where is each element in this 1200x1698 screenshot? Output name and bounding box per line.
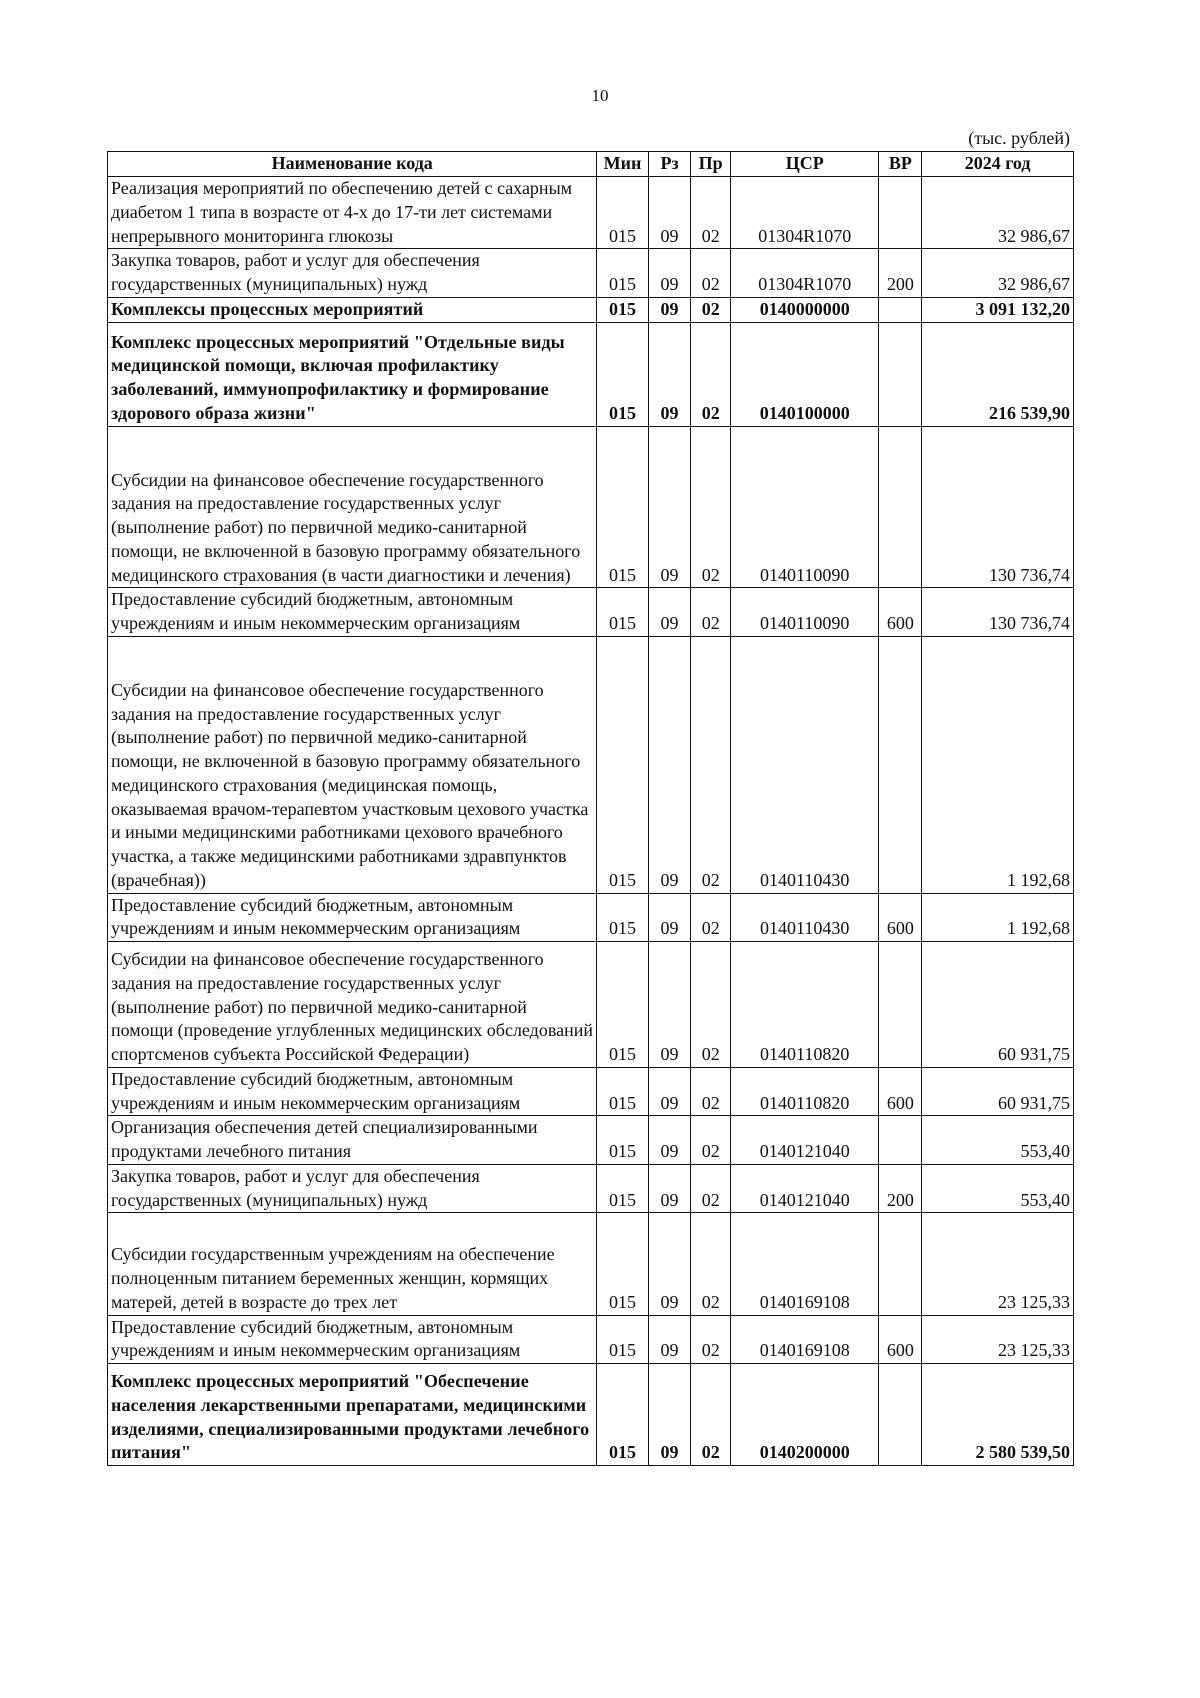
row-amount: 1 192,68 <box>922 893 1074 942</box>
row-pr: 02 <box>691 1067 731 1116</box>
row-rz: 09 <box>648 249 691 298</box>
column-header-pr: Пр <box>691 152 731 177</box>
row-name: Предоставление субсидий бюджетным, автономным учреждениям и иным некоммерческим организациям <box>108 1067 597 1116</box>
row-vr <box>879 177 922 249</box>
row-name: Организация обеспечения детей специализированными продуктами лечебного питания <box>108 1116 597 1165</box>
row-name: Предоставление субсидий бюджетным, автономным учреждениям и иным некоммерческим организациям <box>108 893 597 942</box>
row-name: Предоставление субсидий бюджетным, автономным учреждениям и иным некоммерческим организациям <box>108 588 597 637</box>
row-name: Реализация мероприятий по обеспечению детей с сахарным диабетом 1 типа в возрасте от 4-х до 17-ти лет системами непрерывного мониторинга глюкозы <box>108 177 597 249</box>
row-vr <box>879 942 922 1068</box>
row-pr: 02 <box>691 588 731 637</box>
row-vr: 600 <box>879 588 922 637</box>
column-header-rz: Рз <box>648 152 691 177</box>
row-min: 015 <box>597 1364 648 1466</box>
table-row <box>108 177 1074 249</box>
row-vr: 200 <box>879 1164 922 1213</box>
row-min: 015 <box>597 426 648 588</box>
row-csr: 0140169108 <box>730 1213 879 1315</box>
row-min: 015 <box>597 1213 648 1315</box>
row-csr: 0140110090 <box>730 426 879 588</box>
row-amount: 60 931,75 <box>922 942 1074 1068</box>
row-name: Субсидии на финансовое обеспечение государственного задания на предоставление государственных услуг (выполнение работ) по первичной медико-санитарной помощи, не включенной в базовую программу обязательного медицинского страхования (медицинская помощь, оказываемая врачом-терапевтом участковым цехового участка и иными медицинскими работниками цехового врачебного участка, а также медицинскими работниками здравпунктов (врачебная)) <box>108 636 597 893</box>
row-name: Субсидии государственным учреждениям на обеспечение полноценным питанием беременных женщин, кормящих матерей, детей в возрасте до трех лет <box>108 1213 597 1315</box>
row-amount: 553,40 <box>922 1164 1074 1213</box>
row-rz: 09 <box>648 426 691 588</box>
row-pr: 02 <box>691 942 731 1068</box>
row-name: Предоставление субсидий бюджетным, автономным учреждениям и иным некоммерческим организациям <box>108 1315 597 1364</box>
row-pr: 02 <box>691 322 731 426</box>
row-vr <box>879 1116 922 1165</box>
row-pr: 02 <box>691 1315 731 1364</box>
row-name: Закупка товаров, работ и услуг для обеспечения государственных (муниципальных) нужд <box>108 1164 597 1213</box>
row-min: 015 <box>597 942 648 1068</box>
row-rz: 09 <box>648 1364 691 1466</box>
row-min: 015 <box>597 297 648 322</box>
row-rz: 09 <box>648 893 691 942</box>
row-rz: 09 <box>648 1067 691 1116</box>
table-row <box>108 249 1074 298</box>
row-min: 015 <box>597 588 648 637</box>
row-csr: 0140121040 <box>730 1164 879 1213</box>
column-header-vr: ВР <box>879 152 922 177</box>
budget-table <box>107 151 1074 1466</box>
row-rz: 09 <box>648 588 691 637</box>
row-pr: 02 <box>691 636 731 893</box>
column-header-year: 2024 год <box>922 152 1074 177</box>
row-amount: 553,40 <box>922 1116 1074 1165</box>
row-min: 015 <box>597 636 648 893</box>
row-vr: 600 <box>879 1315 922 1364</box>
column-header-csr: ЦСР <box>730 152 879 177</box>
row-rz: 09 <box>648 322 691 426</box>
row-vr: 600 <box>879 893 922 942</box>
row-min: 015 <box>597 1315 648 1364</box>
table-header-row <box>108 152 1074 177</box>
row-rz: 09 <box>648 1116 691 1165</box>
row-min: 015 <box>597 249 648 298</box>
row-amount: 32 986,67 <box>922 177 1074 249</box>
row-rz: 09 <box>648 942 691 1068</box>
row-amount: 60 931,75 <box>922 1067 1074 1116</box>
table-row <box>108 1164 1074 1213</box>
row-csr: 0140110820 <box>730 942 879 1068</box>
row-csr: 0140121040 <box>730 1116 879 1165</box>
row-amount: 3 091 132,20 <box>922 297 1074 322</box>
table-row <box>108 1315 1074 1364</box>
row-pr: 02 <box>691 177 731 249</box>
row-csr: 01304R1070 <box>730 249 879 298</box>
row-name: Комплексы процессных мероприятий <box>108 297 597 322</box>
row-vr <box>879 1213 922 1315</box>
row-amount: 23 125,33 <box>922 1315 1074 1364</box>
row-name: Субсидии на финансовое обеспечение государственного задания на предоставление государственных услуг (выполнение работ) по первичной медико-санитарной помощи, не включенной в базовую программу обязательного медицинского страхования (в части диагностики и лечения) <box>108 426 597 588</box>
row-min: 015 <box>597 1116 648 1165</box>
table-row <box>108 1364 1074 1466</box>
row-csr: 0140110090 <box>730 588 879 637</box>
row-amount: 216 539,90 <box>922 322 1074 426</box>
row-vr <box>879 322 922 426</box>
row-rz: 09 <box>648 177 691 249</box>
row-csr: 0140100000 <box>730 322 879 426</box>
row-name: Субсидии на финансовое обеспечение государственного задания на предоставление государственных услуг (выполнение работ) по первичной медико-санитарной помощи (проведение углубленных медицинских обследований спортсменов субъекта Российской Федерации) <box>108 942 597 1068</box>
row-min: 015 <box>597 322 648 426</box>
row-vr: 200 <box>879 249 922 298</box>
row-vr <box>879 636 922 893</box>
page-number: 10 <box>591 86 609 105</box>
column-header-name: Наименование кода <box>108 152 597 177</box>
row-pr: 02 <box>691 893 731 942</box>
row-min: 015 <box>597 1164 648 1213</box>
table-row <box>108 636 1074 893</box>
row-pr: 02 <box>691 1116 731 1165</box>
table-row <box>108 588 1074 637</box>
row-pr: 02 <box>691 1364 731 1466</box>
row-csr: 0140110820 <box>730 1067 879 1116</box>
row-min: 015 <box>597 893 648 942</box>
row-min: 015 <box>597 1067 648 1116</box>
row-vr <box>879 297 922 322</box>
row-amount: 1 192,68 <box>922 636 1074 893</box>
row-csr: 0140200000 <box>730 1364 879 1466</box>
row-amount: 130 736,74 <box>922 426 1074 588</box>
row-name: Закупка товаров, работ и услуг для обеспечения государственных (муниципальных) нужд <box>108 249 597 298</box>
table-row <box>108 322 1074 426</box>
row-vr <box>879 426 922 588</box>
row-rz: 09 <box>648 1213 691 1315</box>
row-pr: 02 <box>691 1213 731 1315</box>
row-csr: 0140110430 <box>730 636 879 893</box>
row-pr: 02 <box>691 297 731 322</box>
table-row <box>108 1213 1074 1315</box>
row-amount: 130 736,74 <box>922 588 1074 637</box>
row-rz: 09 <box>648 1164 691 1213</box>
table-row <box>108 1067 1074 1116</box>
table-row <box>108 893 1074 942</box>
row-vr: 600 <box>879 1067 922 1116</box>
column-header-min: Мин <box>597 152 648 177</box>
units-label: (тыс. рублей) <box>968 128 1070 148</box>
row-rz: 09 <box>648 636 691 893</box>
row-amount: 23 125,33 <box>922 1213 1074 1315</box>
row-pr: 02 <box>691 1164 731 1213</box>
table-row <box>108 297 1074 322</box>
row-min: 015 <box>597 177 648 249</box>
row-rz: 09 <box>648 297 691 322</box>
row-csr: 0140169108 <box>730 1315 879 1364</box>
row-name: Комплекс процессных мероприятий "Обеспечение населения лекарственными препаратами, медицинскими изделиями, специализированными продуктами лечебного питания" <box>108 1364 597 1466</box>
row-amount: 2 580 539,50 <box>922 1364 1074 1466</box>
table-row <box>108 426 1074 588</box>
row-csr: 0140000000 <box>730 297 879 322</box>
row-name: Комплекс процессных мероприятий "Отдельные виды медицинской помощи, включая профилактику заболеваний, иммунопрофилактику и формирование здорового образа жизни" <box>108 322 597 426</box>
row-vr <box>879 1364 922 1466</box>
row-pr: 02 <box>691 249 731 298</box>
row-csr: 01304R1070 <box>730 177 879 249</box>
row-rz: 09 <box>648 1315 691 1364</box>
row-amount: 32 986,67 <box>922 249 1074 298</box>
row-csr: 0140110430 <box>730 893 879 942</box>
row-pr: 02 <box>691 426 731 588</box>
table-row <box>108 1116 1074 1165</box>
table-row <box>108 942 1074 1068</box>
